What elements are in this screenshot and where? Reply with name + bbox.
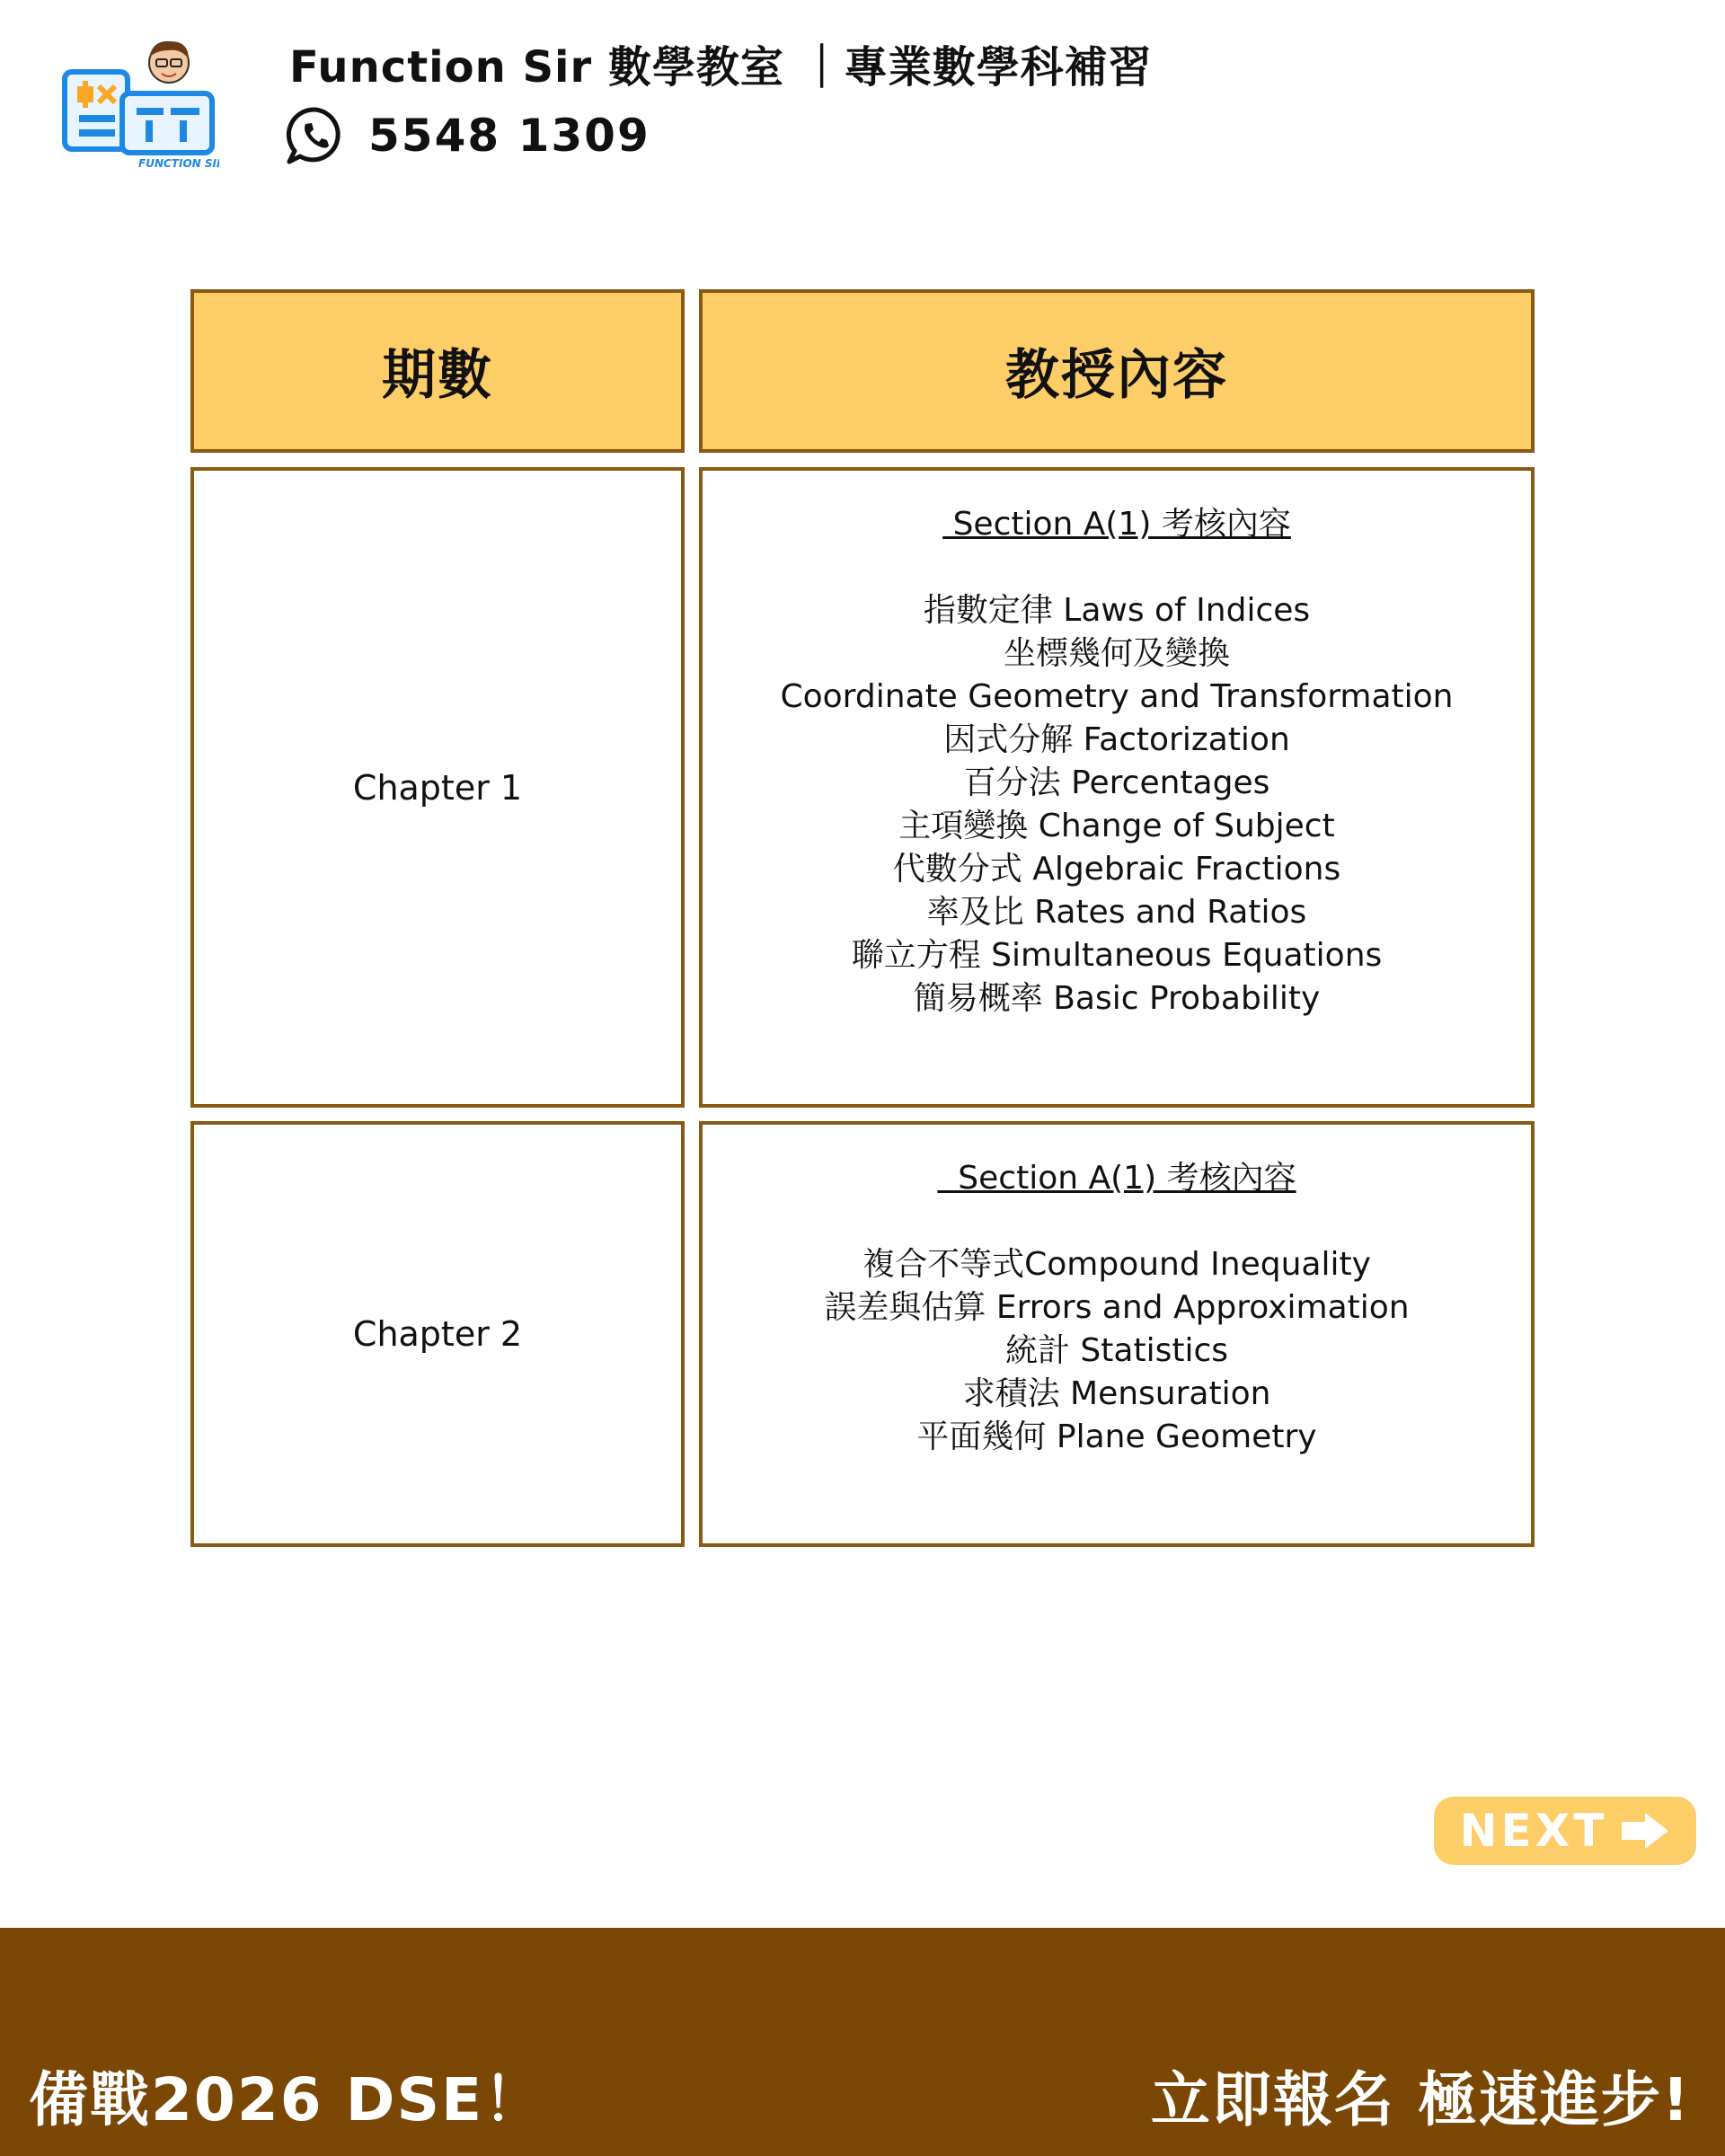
footer-cta[interactable]: 立即報名 極速進步! <box>1150 2065 1691 2134</box>
topic-item: 複合不等式Compound Inequality <box>862 1246 1371 1283</box>
next-button[interactable] <box>1434 1797 1696 1865</box>
topic-item: 誤差與估算 Errors and Approximation <box>824 1289 1410 1326</box>
topic-item: 率及比 Rates and Ratios <box>926 894 1307 931</box>
topic-item: 代數分式 Algebraic Fractions <box>892 851 1341 888</box>
header-cell-content: 教授內容 <box>699 289 1535 453</box>
chapter-cell: Chapter 1 <box>190 467 685 1108</box>
topic-item: 坐標幾何及變換 <box>1003 635 1230 672</box>
phone-number[interactable]: 5548 1309 <box>368 110 650 162</box>
arrow-right-icon <box>1620 1811 1670 1851</box>
section-heading: Section A(1) 考核內容 <box>937 1160 1296 1197</box>
content-cell <box>699 1121 1535 1547</box>
topic-item: Coordinate Geometry and Transformation <box>780 678 1454 715</box>
footer-slogan: 備戰2026 DSE！ <box>29 2065 545 2134</box>
topic-item: 平面幾何 Plane Geometry <box>916 1418 1317 1455</box>
topic-item: 百分法 Percentages <box>963 764 1270 801</box>
topic-item: 求積法 Mensuration <box>962 1375 1271 1412</box>
topic-item: 主項變換 Change of Subject <box>898 808 1335 844</box>
logo-sub-text: FUNCTION SIR <box>138 157 219 170</box>
topic-item: 因式分解 Factorization <box>943 721 1290 758</box>
chapter-cell: Chapter 2 <box>190 1121 685 1547</box>
page-title: Function Sir 數學教室 ｜專業數學科補習 <box>289 42 1153 93</box>
content-cell <box>699 467 1535 1108</box>
footer-banner <box>0 1928 1725 2156</box>
section-heading: Section A(1) 考核內容 <box>942 506 1291 543</box>
whatsapp-icon <box>286 106 345 165</box>
brand-logo <box>59 36 219 172</box>
topic-item: 統計 Statistics <box>1004 1332 1228 1369</box>
next-button-label: NEXT <box>1459 1805 1608 1857</box>
topic-item: 聯立方程 Simultaneous Equations <box>851 937 1383 974</box>
topic-item: 指數定律 Laws of Indices <box>923 592 1311 629</box>
topic-item: 簡易概率 Basic Probability <box>913 980 1321 1017</box>
contact-row <box>286 104 650 167</box>
header-cell-period: 期數 <box>190 289 685 453</box>
